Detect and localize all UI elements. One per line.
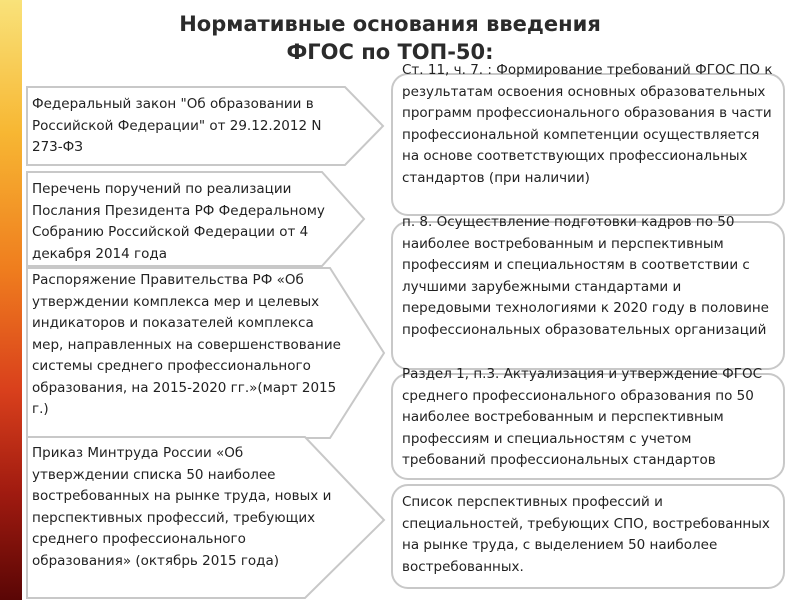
left-item-2-text: Перечень поручений по реализации Послания Президента РФ Федеральному Собранию Российской Федерации от 4 декабря 2014 года [32,181,325,262]
right-item-3-text: Раздел 1, п.3. Актуализация и утверждение ФГОС среднего профессионального образования по 50 наиболее востребованным и перспективным профессиям и специальностям с учетом требований профессиональных стандартов [402,366,763,468]
right-item-2-text: п. 8. Осуществление подготовки кадров по 50 наиболее востребованным и перспективным профессиям и специальностям в соответствии с лучшими зарубежными стандартами и передовыми технологиями к 2020 году в половине профессиональных образовательных организаций [402,214,769,338]
left-item-3-text: Распоряжение Правительства РФ «Об утверждении комплекса мер и целевых индикаторов и показателей комплекса мер, направленных на совершенствование системы среднего профессионального образования, на 2015-2020 гг.»(март 2015 г.) [32,272,341,417]
left-item-1-text: Федеральный закон "Об образовании в Российской Федерации" от 29.12.2012 N 273-ФЗ [32,96,322,155]
title-line-1: Нормативные основания введения [179,12,601,36]
right-item-1-text: Ст. 11, ч. 7. : Формирование требований ФГОС ПО к результатам освоения основных образовательных программ профессионального образования в части профессиональной компетенции осуществляется на основе соответствующих профессиональных стандартов (при наличии) [402,62,773,186]
right-item-4-text: Список перспективных профессий и специальностей, требующих СПО, востребованных на рынке труда, с выделением 50 наиболее востребованных. [402,494,770,575]
left-item-4-text: Приказ Минтруда России «Об утверждении списка 50 наиболее востребованных на рынке труда, новых и перспективных профессий, требующих среднего профессионального образования» (октябрь 2015 года) [32,445,332,569]
title-line-2: ФГОС по ТОП-50: [286,40,494,64]
